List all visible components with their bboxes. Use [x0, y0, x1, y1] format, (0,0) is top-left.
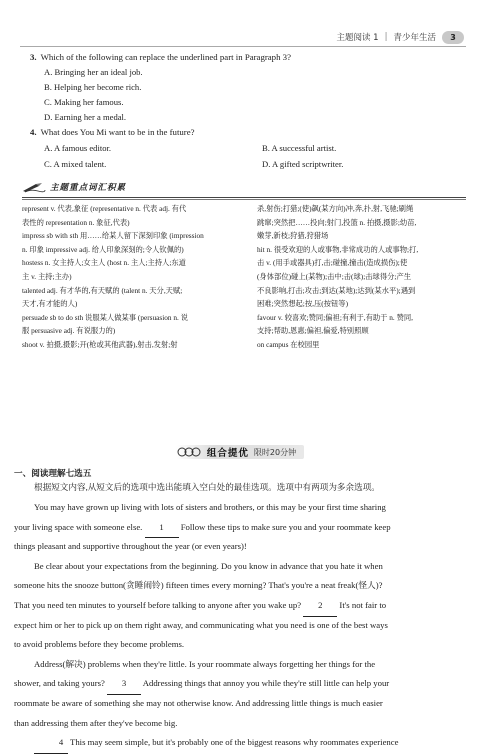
question-4	[30, 126, 195, 138]
part-heading: 一、阅读理解七选五	[14, 469, 92, 479]
unit-label: 主题阅读 1	[336, 33, 379, 43]
vocab-line: 天才,有才能的人)	[22, 299, 78, 309]
section-badge	[176, 445, 304, 459]
vocab-line: 困难;突然想起;按,压(按钮等)	[257, 299, 349, 309]
answer-blank: 2	[303, 596, 337, 617]
passage-line	[14, 498, 466, 518]
option-3c: C. Making her famous.	[44, 97, 124, 107]
option-3b: B. Helping her become rich.	[44, 82, 142, 92]
vocab-line: 嫩芽,新枝;狩猎,狩猎场	[257, 231, 329, 241]
passage-line	[14, 576, 466, 596]
option-4d: D. A gifted scriptwriter.	[262, 159, 344, 169]
passage-text: than addressing them after they've become big.	[14, 717, 178, 728]
flourish-icon	[176, 446, 202, 458]
header-divider: |	[384, 32, 388, 42]
vocab-line: persuade sb to do sth 说服某人做某事 (persuasion n. 说	[22, 312, 188, 322]
header-rule	[20, 46, 466, 47]
vocab-line: talented adj. 有才华的,有天赋的 (talent n. 天分,天赋;	[22, 285, 183, 295]
vocab-line: 杀,射伤;打猎;(使)飙(某方向)冲,奔,扑,射,飞驰;刷绳	[257, 204, 414, 213]
vocab-rule-thin	[22, 199, 466, 200]
passage-line	[14, 616, 466, 636]
instruction-text: 根据短文内容,从短文后的选项中选出能填入空白处的最佳选项。选项中有两项为多余选项。	[34, 482, 380, 492]
question-3	[30, 51, 291, 63]
answer-blank: 1	[145, 518, 179, 539]
vocab-line: hit n. 很受欢迎的人或事物,非常成功的人或事物;打,	[257, 244, 419, 254]
vocab-line: hostess n. 女主持人;女主人 (host n. 主人;主持人;东道	[22, 258, 186, 268]
passage-text: roommate be aware of something she may not otherwise know. And addressing little things is much easier	[14, 697, 383, 708]
vocab-line: 表性的 representation n. 象征,代表)	[22, 217, 130, 227]
page-number-badge: 3	[442, 31, 464, 44]
vocab-line: 支持;帮助,恩惠;偏袒,偏爱,特别照顾	[257, 326, 369, 336]
passage-text: things pleasant and supportive throughout the year (or even years)!	[14, 541, 247, 552]
passage-line	[14, 635, 466, 655]
section-title	[0, 444, 480, 460]
vocab-line: on campus 在校园里	[257, 339, 320, 349]
vocab-line: 主 v. 主持;主办)	[22, 271, 72, 281]
passage-line	[14, 733, 466, 753]
passage-line	[14, 557, 466, 577]
question-number: 3.	[30, 52, 37, 62]
vocab-title-text: 主题重点词汇积累	[50, 183, 127, 193]
passage-text: It's not fair to	[337, 599, 387, 610]
passage-text: That you need ten minutes to yourself before talking to anyone after you wake up?	[14, 599, 304, 610]
option-4b: B. A successful artist.	[262, 143, 337, 153]
option-3d: D. Earning her a medal.	[44, 112, 127, 122]
passage-line	[14, 596, 466, 616]
option-3a: A. Bringing her an ideal job.	[44, 67, 143, 77]
passage-text: Follow these tips to make sure you and your roommate keep	[178, 521, 391, 532]
passage-line	[14, 674, 466, 694]
passage	[14, 498, 466, 753]
answer-blank: 4	[34, 733, 68, 754]
section-time: 限时20分钟	[253, 447, 297, 457]
passage-line	[14, 694, 466, 714]
vocab-line: 跳窜;突然把……投向;射门,投篮 n. 拍摄,摄影;幼苗,	[257, 217, 417, 227]
vocab-right-column	[257, 202, 469, 352]
section-title-text: 组合提优	[206, 448, 249, 459]
passage-text: shower, and taking yours?	[14, 678, 108, 689]
passage-text: your living space with someone else.	[14, 521, 145, 532]
option-4c: C. A mixed talent.	[44, 159, 107, 169]
question-number: 4.	[30, 127, 37, 137]
passage-text: someone hits the snooze button(贪睡闹铃) fifteen times every morning? That's you're a neat freak(怪人)?	[14, 580, 383, 591]
passage-line	[14, 518, 466, 538]
answer-blank: 3	[107, 674, 141, 695]
vocab-line: represent v. 代表,象征 (representative n. 代表 adj. 有代	[22, 204, 187, 213]
vocab-line: 击 v. (用手或器具)打,击;碰撞,撞击(造成损伤);使	[257, 258, 408, 268]
pen-icon	[22, 182, 46, 193]
vocab-line: (身体部位)碰上(某物);击中;击(球);击球得分;产生	[257, 271, 412, 281]
vocab-rule	[22, 197, 466, 198]
passage-text: Address(解决) problems when they're little. Is your roommate always forgetting her things for the	[34, 658, 376, 669]
vocab-line: shoot v. 拍摄,摄影;开(枪或其他武器),射击,发射;射	[22, 339, 178, 349]
topic-label: 青少年生活	[393, 33, 436, 43]
option-4a: A. A famous editor.	[44, 143, 112, 153]
vocab-line: impress sb with sth 用……给某人留下深刻印象 (impression	[22, 231, 204, 241]
passage-text: Be clear about your expectations from the beginning. Do you know in advance that you hate it when	[34, 560, 383, 571]
passage-line	[14, 537, 466, 557]
passage-text: to avoid problems before they become problems.	[14, 639, 185, 650]
vocab-line: n. 印象 impressive adj. 给人印象深刻的;令人钦佩的)	[22, 244, 184, 254]
running-header	[336, 29, 464, 45]
vocab-line: favour v. 较喜欢;赞同;偏袒;有利于,有助于 n. 赞同,	[257, 312, 413, 322]
instruction	[14, 478, 466, 498]
passage-line	[14, 714, 466, 734]
passage-text: Addressing things that annoy you while they're still little can help your	[141, 678, 390, 689]
passage-text: expect him or her to pick up on them right away, and communicating what you need is one of the best ways	[14, 619, 388, 630]
vocab-title	[22, 179, 162, 195]
question-text: What does You Mi want to be in the future?	[40, 127, 195, 137]
question-text: Which of the following can replace the underlined part in Paragraph 3?	[40, 52, 291, 62]
passage-text: You may have grown up living with lots of sisters and brothers, or this may be your first time sharing	[34, 502, 386, 512]
passage-text: This may seem simple, but it's probably one of the biggest reasons why roommates experience	[68, 737, 399, 748]
vocab-line: 不良影响,打击;攻击;到达(某地);达到(某水平);遇到	[257, 285, 416, 295]
vocab-line: 服 persuasive adj. 有说服力的)	[22, 326, 116, 336]
passage-line	[14, 655, 466, 675]
vocab-left-column	[22, 202, 246, 352]
